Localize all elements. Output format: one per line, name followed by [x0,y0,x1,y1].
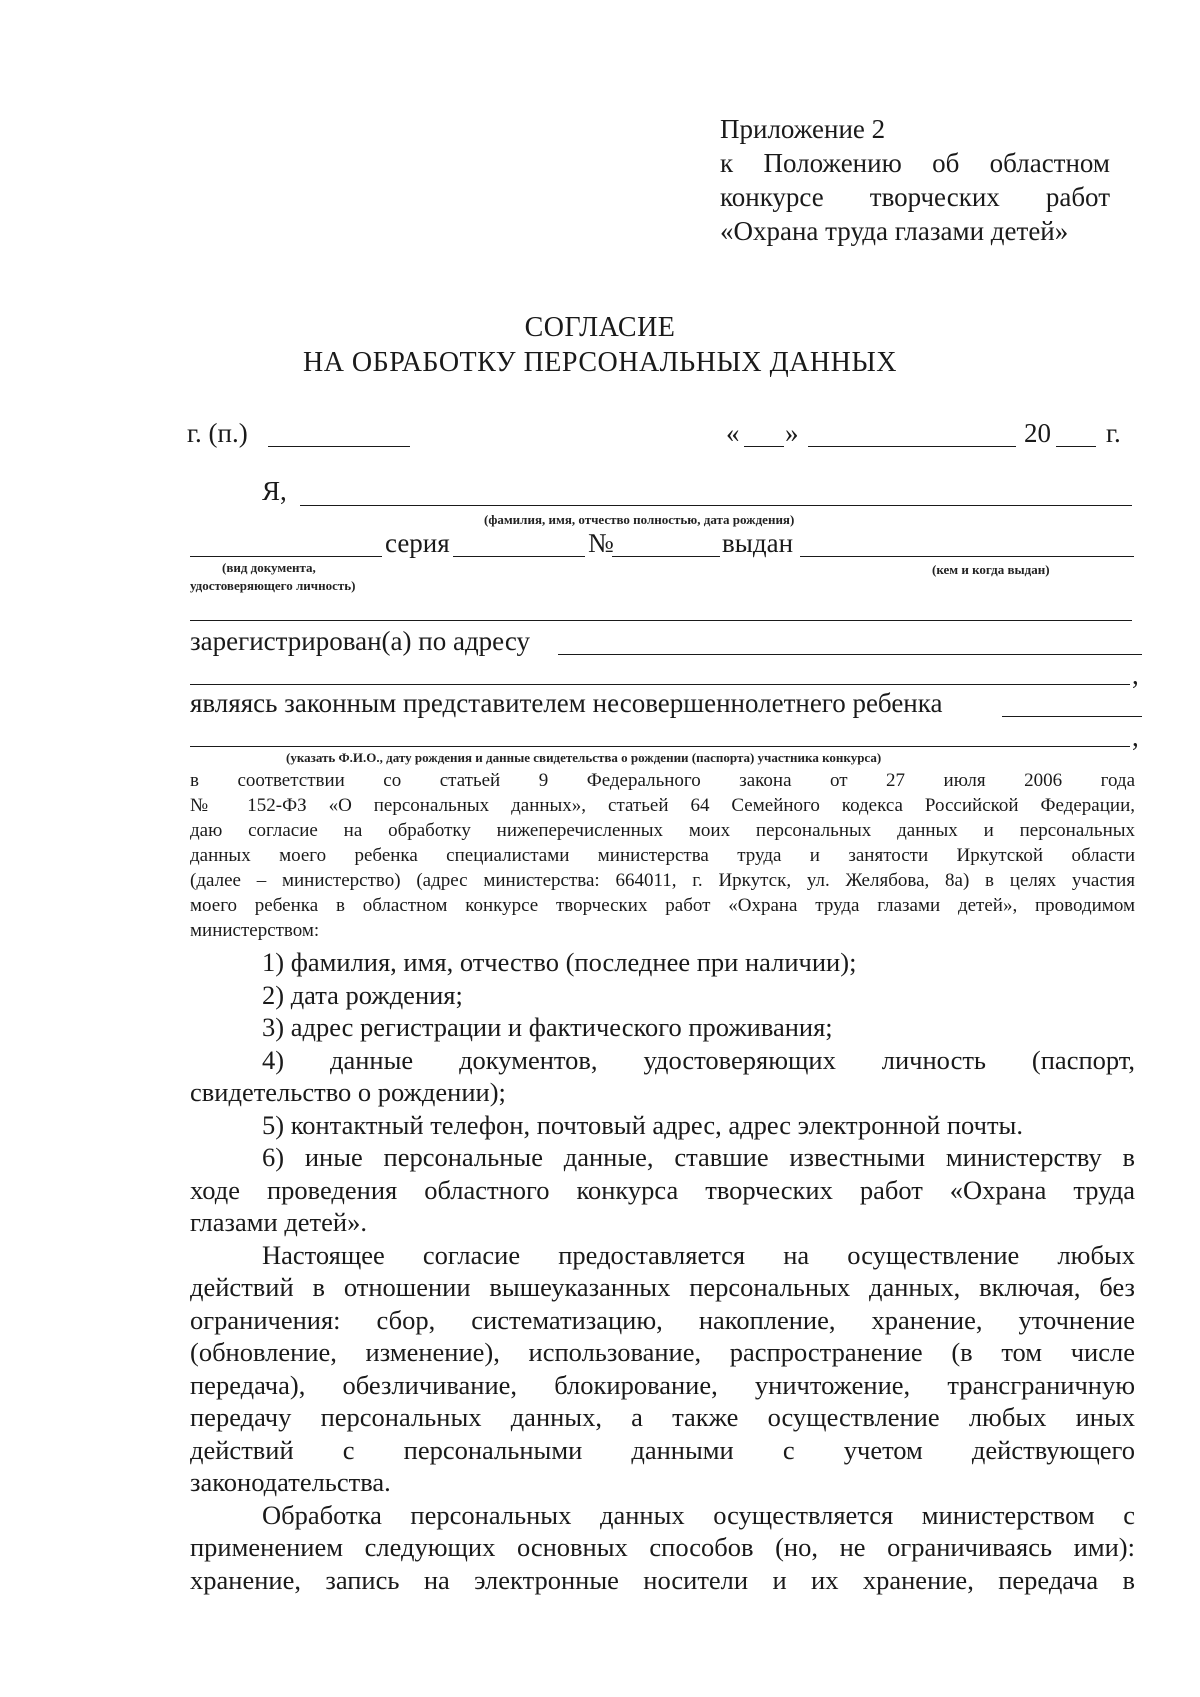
annex-header [720,112,1110,248]
date-open-quote: « [726,418,740,448]
text-line: в соответствии со статьей 9 Федерального закона от 27 июля 2006 года [190,770,1135,791]
issued-hint: (кем и когда выдан) [932,562,1050,577]
month-field[interactable] [808,446,1016,447]
list-item-continuation: глазами детей». [190,1207,367,1237]
paragraph-line: хранение, запись на электронные носители и их хранение, передача в [190,1564,1135,1595]
registered-label: зарегистрирован(а) по адресу [190,626,530,656]
representative-label: являясь законным представителем несовершеннолетнего ребенка [190,688,943,718]
date-close-quote: » [785,418,799,448]
paragraph-line: Обработка персональных данных осуществляется министерством с [262,1499,1135,1530]
child-field[interactable] [1002,716,1142,717]
city-field[interactable] [268,446,410,447]
comma: , [1132,722,1139,752]
doc-type-field[interactable] [190,556,382,557]
list-item: 6) иные персональные данные, ставшие известными министерству в [262,1142,1135,1172]
list-item-continuation: свидетельство о рождении); [190,1077,506,1107]
text-line: даю согласие на обработку нижеперечисленных моих персональных данных и персональных [190,820,1135,841]
child-field-continuation[interactable] [190,746,1130,747]
issued-field-continuation[interactable] [190,620,1132,621]
text-line: данных моего ребенка специалистами министерства труда и занятости Иркутской области [190,845,1135,866]
paragraph-line: Настоящее согласие предоставляется на осуществление любых [262,1239,1135,1270]
address-field[interactable] [558,654,1142,655]
paragraph-line: законодательства. [190,1467,391,1497]
day-field[interactable] [744,446,784,447]
text-line: моего ребенка в областном конкурсе творческих работ «Охрана труда глазами детей», проводимом [190,895,1135,916]
list-item: 1) фамилия, имя, отчество (последнее при наличии); [262,947,857,977]
paragraph-line: действий в отношении вышеуказанных персональных данных, включая, без [190,1272,1135,1302]
number-label: № [588,528,614,558]
number-field[interactable] [612,556,720,557]
address-field-continuation[interactable] [190,684,1130,685]
list-item: 3) адрес регистрации и фактического проживания; [262,1012,833,1042]
paragraph-line: действий с персональными данными с учетом действующего [190,1434,1135,1465]
city-label: г. (п.) [187,418,248,448]
paragraph-line: передачу персональных данных, а также осуществление любых иных [190,1402,1135,1432]
text-line: министерством: [190,920,320,941]
paragraph-line: ограничения: сбор, систематизацию, накопление, хранение, уточнение [190,1304,1135,1335]
document-subtitle: НА ОБРАБОТКУ ПЕРСОНАЛЬНЫХ ДАННЫХ [302,347,897,378]
list-item-continuation: ходе проведения областного конкурса творческих работ «Охрана труда [190,1174,1135,1205]
issued-field[interactable] [800,556,1134,557]
issued-label: выдан [722,528,794,558]
annex-line: Приложение 2 [720,114,886,144]
text-line: (далее – министерство) (адрес министерства: 664011, г. Иркутск, ул. Желябова, 8а) в целях участия [190,870,1135,891]
fio-hint: (фамилия, имя, отчество полностью, дата рождения) [484,512,795,527]
i-label: Я, [262,476,287,506]
annex-line: конкурсе творческих работ [720,182,1110,212]
year-prefix: 20 [1024,418,1051,448]
year-field[interactable] [1056,446,1096,447]
paragraph-line: (обновление, изменение), использование, распространение (в том числе [190,1337,1135,1367]
series-label: серия [385,528,450,558]
doc-hint-1: (вид документа, [222,560,316,575]
annex-line: к Положению об областном [720,148,1110,178]
paragraph-line: применением следующих основных способов (но, не ограничиваясь ими): [190,1532,1135,1562]
annex-line: «Охрана труда глазами детей» [720,216,1069,246]
child-hint: (указать Ф.И.О., дату рождения и данные свидетельства о рождении (паспорта) участника конкурса) [286,750,882,765]
doc-hint-2: удостоверяющего личность) [190,578,356,593]
document-title: СОГЛАСИЕ [524,312,676,343]
paragraph-line: передача), обезличивание, блокирование, уничтожение, трансграничную [190,1369,1135,1400]
consent-paragraph [190,768,1135,943]
fio-field[interactable] [300,505,1132,506]
year-suffix: г. [1106,418,1121,448]
text-line: № 152-ФЗ «О персональных данных», статьей 64 Семейного кодекса Российской Федерации, [190,795,1135,816]
list-item: 5) контактный телефон, почтовый адрес, адрес электронной почты. [262,1109,1023,1140]
series-field[interactable] [453,556,585,557]
data-list [190,946,1135,1596]
list-item: 2) дата рождения; [262,979,463,1010]
comma: , [1132,660,1139,690]
list-item: 4) данные документов, удостоверяющих личность (паспорт, [262,1044,1135,1075]
